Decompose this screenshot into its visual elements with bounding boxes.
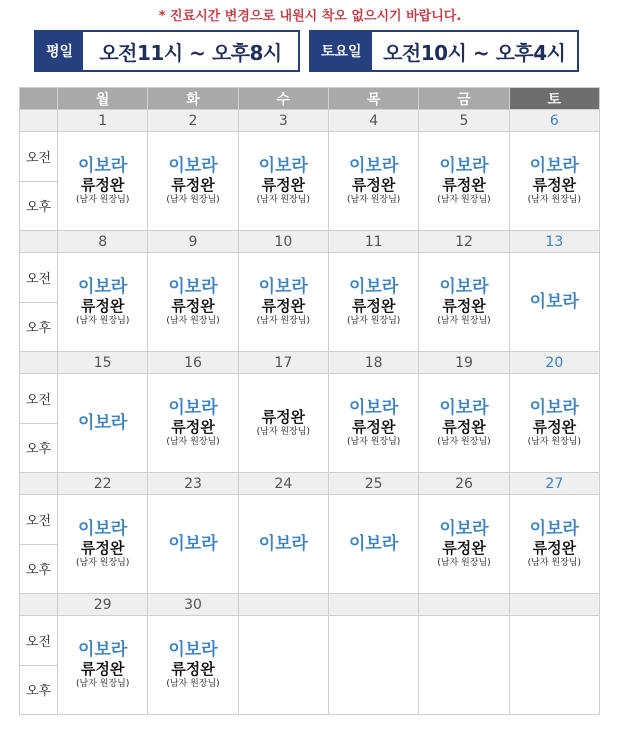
day-header-sat: 토 — [509, 88, 599, 110]
date-cell: 12 — [419, 231, 509, 253]
day-header-tue: 화 — [148, 88, 238, 110]
doctor-lee-bora: 이보라 — [258, 277, 308, 297]
date-cell — [419, 594, 509, 616]
doctor-ryu-jeongwan: 류정완 — [532, 418, 577, 436]
date-cell: 1 — [58, 110, 148, 132]
date-cell: 19 — [419, 352, 509, 374]
doctor-ryu-jeongwan: 류정완 — [442, 297, 486, 315]
doctor-lee-bora: 이보라 — [349, 398, 399, 418]
date-cell: 5 — [419, 110, 509, 132]
doctor-ryu-jeongwan: 류정완 — [532, 176, 577, 194]
doctor-ryu-jeongwan: 류정완 — [351, 176, 396, 194]
date-cell: 30 — [148, 594, 238, 616]
day-header-fri: 금 — [419, 88, 509, 110]
schedule-cell — [238, 495, 328, 594]
doctor-ryu-jeongwan: 류정완 — [261, 408, 306, 426]
doctor-lee-bora: 이보라 — [78, 413, 128, 433]
schedule-cell — [148, 253, 238, 352]
day-header-row — [20, 88, 600, 110]
day-header-mon: 월 — [58, 88, 148, 110]
doctor-note: (남자 원장님) — [437, 558, 491, 568]
schedule-cell — [419, 253, 509, 352]
weekday-hours-value: 오전11시 ~ 오후8시 — [99, 40, 282, 65]
am-label: 오전 — [25, 271, 52, 287]
date-cell: 9 — [148, 231, 238, 253]
header-corner — [20, 88, 58, 110]
doctor-lee-bora: 이보라 — [529, 398, 579, 418]
schedule-cell — [419, 495, 509, 594]
doctor-lee-bora: 이보라 — [349, 277, 399, 297]
date-row-spacer — [20, 352, 58, 374]
doctor-note: (남자 원장님) — [527, 558, 581, 568]
date-cell — [328, 594, 418, 616]
schedule-cell — [148, 616, 238, 715]
date-row — [20, 110, 600, 132]
doctor-lee-bora: 이보라 — [168, 398, 218, 418]
saturday-label: 토요일 — [311, 32, 372, 70]
notice-text: * 진료시간 변경으로 내원시 착오 없으시기 바랍니다. — [158, 9, 462, 24]
schedule-cell — [148, 132, 238, 231]
am-label: 오전 — [25, 150, 52, 166]
schedule-cell-empty — [328, 616, 418, 715]
schedule-cell — [328, 495, 418, 594]
date-row — [20, 473, 600, 495]
date-row-spacer — [20, 594, 58, 616]
saturday-hours-value: 오전10시 ~ 오후4시 — [383, 40, 566, 65]
doctor-note: (남자 원장님) — [256, 427, 310, 437]
date-cell: 26 — [419, 473, 509, 495]
time-label-cell — [20, 616, 58, 715]
date-cell: 17 — [238, 352, 328, 374]
doctor-lee-bora: 이보라 — [349, 156, 399, 176]
date-cell — [238, 594, 328, 616]
schedule-cell — [419, 132, 509, 231]
doctor-ryu-jeongwan: 류정완 — [171, 660, 215, 678]
schedule-cell — [58, 253, 148, 352]
doctor-ryu-jeongwan: 류정완 — [351, 297, 396, 315]
schedule-cell — [328, 374, 418, 473]
doctor-ryu-jeongwan: 류정완 — [532, 539, 577, 557]
schedule-cell — [419, 374, 509, 473]
schedule-cell — [328, 253, 418, 352]
doctor-note: (남자 원장님) — [166, 195, 220, 205]
doctor-ryu-jeongwan: 류정완 — [80, 539, 125, 557]
date-cell: 3 — [238, 110, 328, 132]
schedule-cell — [58, 132, 148, 231]
doctor-lee-bora: 이보라 — [529, 156, 579, 176]
day-header-thu: 목 — [328, 88, 418, 110]
doctor-note: (남자 원장님) — [437, 437, 491, 447]
doctor-lee-bora: 이보라 — [439, 519, 489, 539]
date-row — [20, 231, 600, 253]
doctor-note: (남자 원장님) — [75, 679, 130, 689]
doctor-lee-bora: 이보라 — [439, 156, 489, 176]
date-row — [20, 352, 600, 374]
doctor-lee-bora: 이보라 — [439, 398, 489, 418]
doctor-lee-bora: 이보라 — [529, 519, 579, 539]
schedule-cell — [509, 132, 599, 231]
doctor-ryu-jeongwan: 류정완 — [261, 297, 306, 315]
pm-label: 오후 — [20, 665, 57, 715]
date-cell: 6 — [509, 110, 599, 132]
doctor-lee-bora: 이보라 — [78, 156, 128, 176]
doctor-note: (남자 원장님) — [75, 316, 130, 326]
schedule-cell — [509, 253, 599, 352]
schedule-cell — [328, 132, 418, 231]
doctor-lee-bora: 이보라 — [439, 277, 489, 297]
doctor-ryu-jeongwan: 류정완 — [80, 297, 125, 315]
schedule-cell — [148, 495, 238, 594]
date-cell: 11 — [328, 231, 418, 253]
schedule-cell-empty — [419, 616, 509, 715]
doctor-note: (남자 원장님) — [346, 437, 401, 447]
date-cell: 23 — [148, 473, 238, 495]
date-cell: 13 — [509, 231, 599, 253]
doctor-note: (남자 원장님) — [256, 195, 310, 205]
doctor-ryu-jeongwan: 류정완 — [80, 660, 125, 678]
doctor-ryu-jeongwan: 류정완 — [442, 539, 486, 557]
doctor-lee-bora: 이보라 — [529, 292, 579, 312]
am-label: 오전 — [25, 392, 52, 408]
schedule-row — [20, 253, 600, 352]
pm-label: 오후 — [20, 302, 57, 352]
date-row — [20, 594, 600, 616]
am-label: 오전 — [25, 634, 52, 650]
schedule-cell — [58, 374, 148, 473]
date-row-spacer — [20, 473, 58, 495]
doctor-note: (남자 원장님) — [256, 316, 310, 326]
doctor-lee-bora: 이보라 — [258, 156, 308, 176]
time-label-cell — [20, 374, 58, 473]
doctor-ryu-jeongwan: 류정완 — [442, 418, 486, 436]
date-cell: 4 — [328, 110, 418, 132]
schedule-cell — [58, 495, 148, 594]
doctor-note: (남자 원장님) — [437, 195, 491, 205]
schedule-cell — [148, 374, 238, 473]
schedule-row — [20, 374, 600, 473]
date-cell: 8 — [58, 231, 148, 253]
date-cell: 2 — [148, 110, 238, 132]
date-cell: 18 — [328, 352, 418, 374]
schedule-calendar — [19, 87, 600, 715]
schedule-row — [20, 495, 600, 594]
day-header-wed: 수 — [238, 88, 328, 110]
date-cell: 25 — [328, 473, 418, 495]
doctor-lee-bora: 이보라 — [78, 277, 128, 297]
date-cell: 27 — [509, 473, 599, 495]
doctor-lee-bora: 이보라 — [78, 519, 128, 539]
date-cell: 22 — [58, 473, 148, 495]
date-row-spacer — [20, 231, 58, 253]
doctor-note: (남자 원장님) — [437, 316, 491, 326]
doctor-note: (남자 원장님) — [166, 437, 220, 447]
doctor-note: (남자 원장님) — [75, 195, 130, 205]
doctor-ryu-jeongwan: 류정완 — [171, 418, 215, 436]
doctor-lee-bora: 이보라 — [168, 156, 218, 176]
schedule-cell-empty — [509, 616, 599, 715]
schedule-cell — [509, 374, 599, 473]
pm-label: 오후 — [20, 181, 57, 231]
doctor-ryu-jeongwan: 류정완 — [351, 418, 396, 436]
doctor-lee-bora: 이보라 — [168, 640, 218, 660]
schedule-cell — [238, 253, 328, 352]
time-label-cell — [20, 132, 58, 231]
weekday-label: 평일 — [36, 32, 83, 70]
doctor-note: (남자 원장님) — [527, 195, 581, 205]
doctor-lee-bora: 이보라 — [168, 534, 218, 554]
weekday-hours — [34, 30, 300, 72]
doctor-lee-bora: 이보라 — [258, 534, 308, 554]
doctor-note: (남자 원장님) — [346, 316, 401, 326]
doctor-lee-bora: 이보라 — [349, 534, 399, 554]
date-row-spacer — [20, 110, 58, 132]
date-cell — [509, 594, 599, 616]
date-cell: 20 — [509, 352, 599, 374]
pm-label: 오후 — [20, 544, 57, 594]
schedule-cell — [238, 374, 328, 473]
schedule-row — [20, 616, 600, 715]
time-label-cell — [20, 253, 58, 352]
doctor-ryu-jeongwan: 류정완 — [171, 176, 215, 194]
doctor-note: (남자 원장님) — [527, 437, 581, 447]
doctor-ryu-jeongwan: 류정완 — [442, 176, 486, 194]
schedule-cell — [509, 495, 599, 594]
date-cell: 29 — [58, 594, 148, 616]
doctor-ryu-jeongwan: 류정완 — [261, 176, 306, 194]
date-cell: 15 — [58, 352, 148, 374]
doctor-lee-bora: 이보라 — [168, 277, 218, 297]
schedule-cell — [58, 616, 148, 715]
schedule-cell — [238, 132, 328, 231]
doctor-lee-bora: 이보라 — [78, 640, 128, 660]
time-label-cell — [20, 495, 58, 594]
doctor-ryu-jeongwan: 류정완 — [171, 297, 215, 315]
am-label: 오전 — [25, 513, 52, 529]
date-cell: 10 — [238, 231, 328, 253]
date-cell: 24 — [238, 473, 328, 495]
doctor-note: (남자 원장님) — [166, 316, 220, 326]
doctor-note: (남자 원장님) — [166, 679, 220, 689]
doctor-note: (남자 원장님) — [346, 195, 401, 205]
pm-label: 오후 — [20, 423, 57, 473]
doctor-note: (남자 원장님) — [75, 558, 130, 568]
schedule-row — [20, 132, 600, 231]
doctor-ryu-jeongwan: 류정완 — [80, 176, 125, 194]
schedule-cell-empty — [238, 616, 328, 715]
saturday-hours — [309, 30, 579, 72]
date-cell: 16 — [148, 352, 238, 374]
